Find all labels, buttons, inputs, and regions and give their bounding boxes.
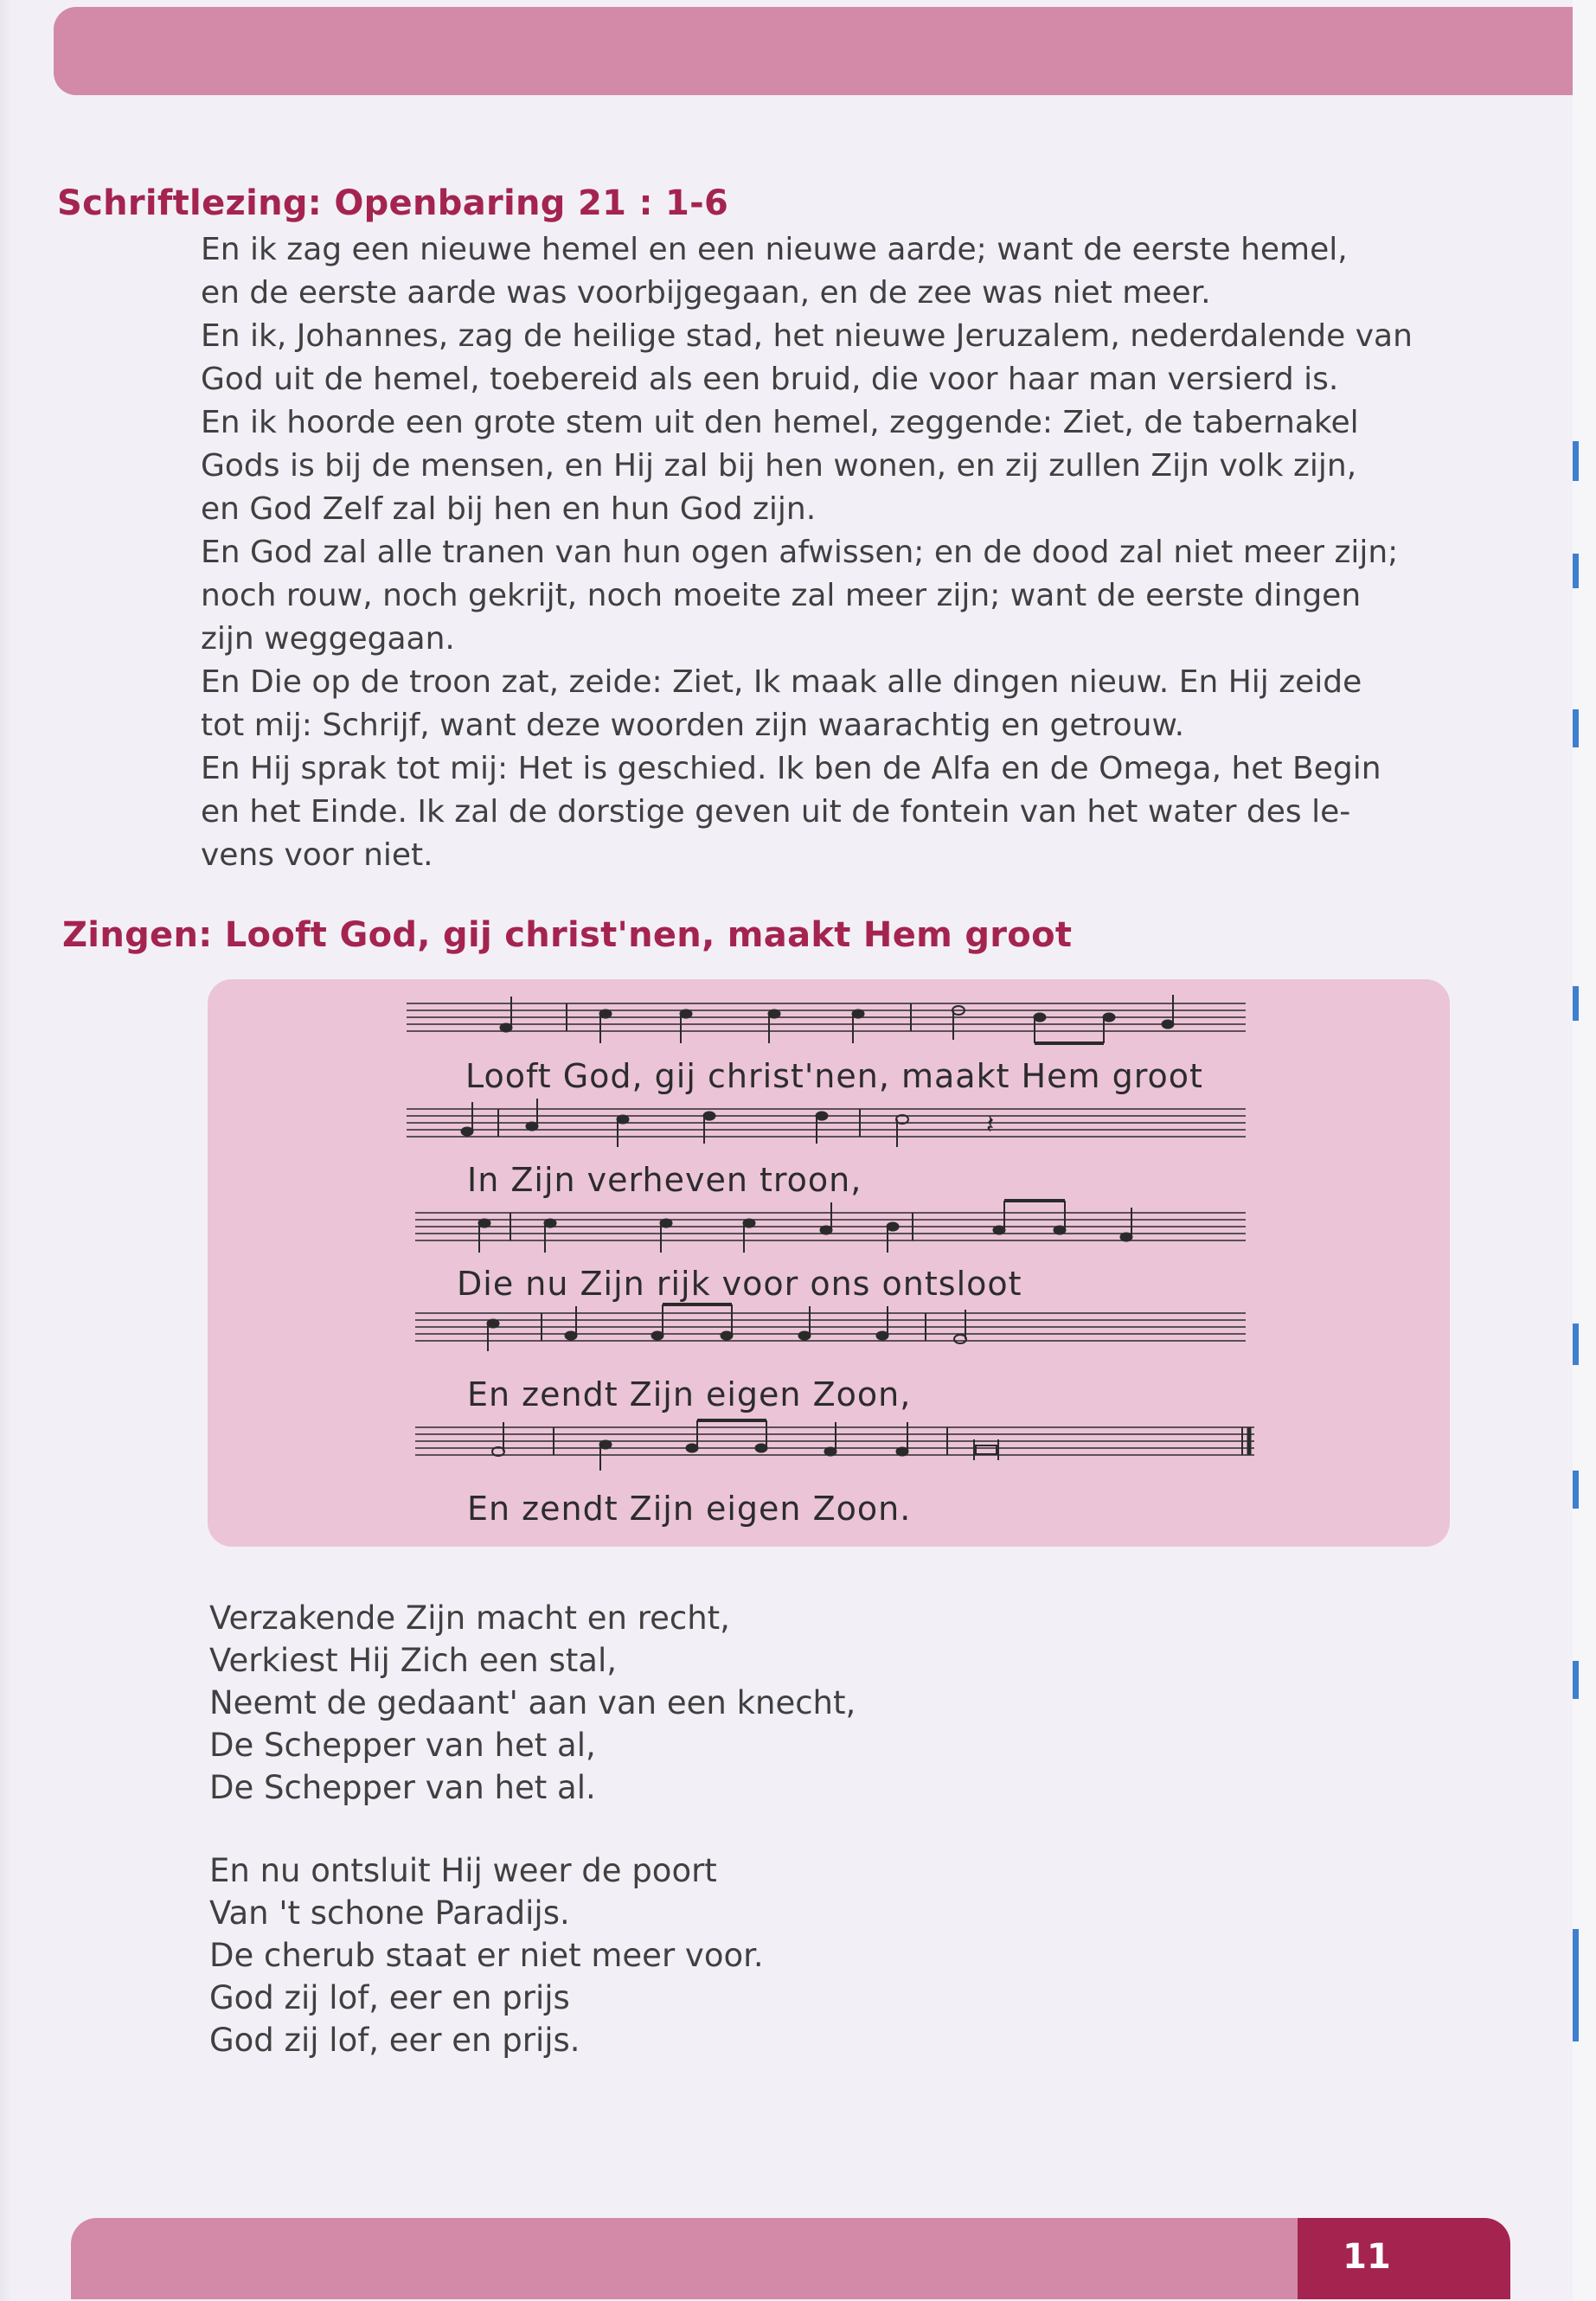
reading-line: Gods is bij de mensen, en Hij zal bij hen wonen, en zij zullen Zijn volk zijn, xyxy=(201,448,1357,484)
reading-line: En ik hoorde een grote stem uit den hemel, zeggende: Ziet, de tabernakel xyxy=(201,405,1359,440)
reading-line: En ik zag een nieuwe hemel en een nieuwe aarde; want de eerste hemel, xyxy=(201,232,1348,267)
footer-band xyxy=(71,2218,1299,2299)
verse-line: Neemt de gedaant' aan van een knecht, xyxy=(209,1684,856,1721)
verse-line: De Schepper van het al. xyxy=(209,1769,596,1806)
song-heading: Zingen: Looft God, gij christ'nen, maakt Hem groot xyxy=(62,915,1073,955)
edge-mark xyxy=(1573,554,1579,588)
adjacent-page-edge xyxy=(1573,0,1596,2301)
reading-line: zijn weggegaan. xyxy=(201,621,455,657)
verse-line: En nu ontsluit Hij weer de poort xyxy=(209,1852,717,1889)
svg-text:𝄽: 𝄽 xyxy=(986,1110,995,1140)
verse-line: De Schepper van het al, xyxy=(209,1727,596,1764)
reading-text xyxy=(201,228,1464,877)
page-number: 11 xyxy=(1343,2237,1391,2277)
staff-lyric-4: En zendt Zijn eigen Zoon, xyxy=(467,1375,912,1413)
reading-line: En Hij sprak tot mij: Het is geschied. Ik ben de Alfa en de Omega, het Begin xyxy=(201,751,1381,786)
edge-mark xyxy=(1573,1324,1579,1365)
header-band xyxy=(54,7,1587,95)
reading-line: En God zal alle tranen van hun ogen afwissen; en de dood zal niet meer zijn; xyxy=(201,535,1399,570)
edge-mark xyxy=(1573,709,1579,747)
staff-3 xyxy=(415,1201,1246,1253)
verse-line: God zij lof, eer en prijs. xyxy=(209,2022,580,2059)
staff-5 xyxy=(415,1420,1254,1471)
edge-mark xyxy=(1573,986,1579,1021)
edge-mark xyxy=(1573,1661,1579,1699)
reading-line: God uit de hemel, toebereid als een bruid, die voor haar man versierd is. xyxy=(201,362,1339,397)
page-edge xyxy=(0,0,12,2301)
edge-mark xyxy=(1573,1471,1579,1509)
reading-line: tot mij: Schrijf, want deze woorden zijn waarachtig en getrouw. xyxy=(201,708,1185,743)
verse-line: Van 't schone Paradijs. xyxy=(209,1894,570,1932)
sheet-music-panel xyxy=(208,979,1450,1547)
staff-lyric-5: En zendt Zijn eigen Zoon. xyxy=(467,1490,912,1528)
verse-2 xyxy=(209,1597,1161,1809)
verse-line: Verzakende Zijn macht en recht, xyxy=(209,1599,730,1637)
reading-line: en de eerste aarde was voorbijgegaan, en de zee was niet meer. xyxy=(201,275,1211,311)
staff-lyric-3: Die nu Zijn rijk voor ons ontsloot xyxy=(457,1265,1022,1303)
staff-lyric-2: In Zijn verheven troon, xyxy=(467,1161,862,1199)
reading-line: en God Zelf zal bij hen en hun God zijn. xyxy=(201,491,817,527)
reading-line: noch rouw, noch gekrijt, noch moeite zal meer zijn; want de eerste dingen xyxy=(201,578,1362,613)
staff-4 xyxy=(415,1304,1246,1351)
reading-line: En ik, Johannes, zag de heilige stad, het nieuwe Jeruzalem, nederdalende van xyxy=(201,318,1413,354)
reading-line: en het Einde. Ik zal de dorstige geven uit de fontein van het water des le- xyxy=(201,794,1351,830)
reading-line: En Die op de troon zat, zeide: Ziet, Ik maak alle dingen nieuw. En Hij zeide xyxy=(201,664,1362,700)
staff-lyric-1: Looft God, gij christ'nen, maakt Hem groot xyxy=(465,1057,1203,1095)
edge-mark xyxy=(1573,441,1579,481)
staff-1 xyxy=(407,995,1246,1043)
reading-line: vens voor niet. xyxy=(201,837,433,873)
verse-line: God zij lof, eer en prijs xyxy=(209,1979,570,2016)
verse-3 xyxy=(209,1849,1161,2061)
reading-heading: Schriftlezing: Openbaring 21 : 1-6 xyxy=(57,183,729,223)
verse-line: Verkiest Hij Zich een stal, xyxy=(209,1642,617,1679)
staff-2 xyxy=(407,1099,1246,1147)
edge-mark xyxy=(1573,1929,1579,2041)
verse-line: De cherub staat er niet meer voor. xyxy=(209,1937,764,1974)
